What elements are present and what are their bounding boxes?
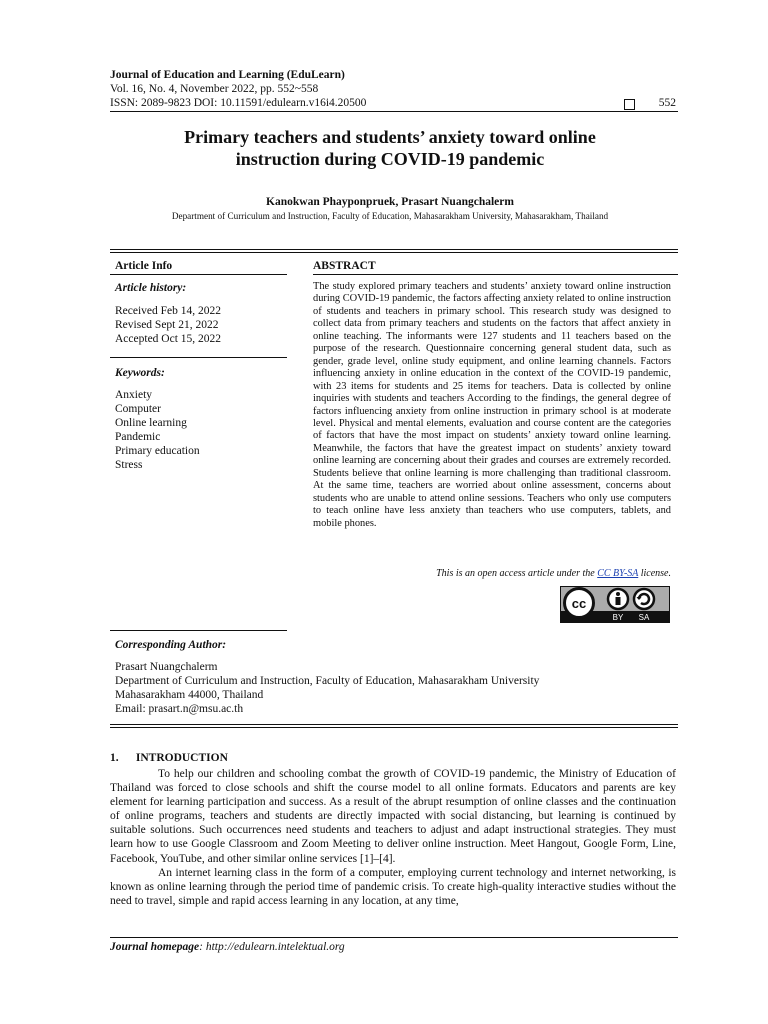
keywords-list xyxy=(115,388,200,472)
keyword: Anxiety xyxy=(115,389,153,401)
footer-label: Journal homepage xyxy=(110,941,200,953)
history-received: Received Feb 14, 2022 xyxy=(115,305,222,317)
history-accepted: Accepted Oct 15, 2022 xyxy=(115,333,222,345)
introduction-body xyxy=(110,767,676,908)
sa-text: SA xyxy=(638,613,650,622)
journal-name: Journal of Education and Learning (EduLearn) xyxy=(110,69,345,81)
paragraph: To help our children and schooling combat the growth of COVID-19 pandemic, the Ministry of Education of Thailand was forced to close schools and shift the course model to all online formats. Educators and parents are key element for learning participation and success. As a result of the abrupt resumption of online classes and the continuation of online programs, teachers and students are directly impacted with social distancing, but learning is continued by suitable solutions. Such occurrences need students and teachers to adjust and adapt instructional strategies. They must learn how to use Google Classroom and Zoom Meeting to deliver online instruction. Meet Hangout, Google Form, Line, Facebook, YouTube, and other similar online services [1]–[4]. xyxy=(110,768,676,865)
double-rule-2-top xyxy=(110,724,678,725)
keyword: Pandemic xyxy=(115,431,161,443)
double-rule-bottom xyxy=(110,252,678,253)
corresponding-rule xyxy=(110,630,287,631)
square-icon xyxy=(624,99,635,110)
corresponding-heading: Corresponding Author: xyxy=(115,639,227,651)
keywords-heading: Keywords: xyxy=(115,367,165,379)
journal-homepage xyxy=(110,941,345,953)
corresponding-dept: Department of Curriculum and Instruction, Faculty of Education, Mahasarakham University xyxy=(115,675,540,687)
corresponding-name: Prasart Nuangchalerm xyxy=(115,661,218,673)
corresponding-email: Email: prasart.n@msu.ac.th xyxy=(115,703,244,715)
double-rule-2-bottom xyxy=(110,727,678,728)
affiliation: Department of Curriculum and Instruction, Faculty of Education, Mahasarakham University, Mahasarakham, Thailand xyxy=(171,211,609,221)
article-history-heading: Article history: xyxy=(115,282,187,294)
cc-text: cc xyxy=(571,596,587,611)
corresponding-block xyxy=(115,660,539,716)
footer-url[interactable]: http://edulearn.intelektual.org xyxy=(205,941,345,953)
license-prefix: This is an open access article under the xyxy=(436,568,598,579)
paper-title xyxy=(100,126,680,170)
footer-separator: : xyxy=(199,941,206,953)
article-history xyxy=(115,304,221,346)
header-rule xyxy=(110,111,678,112)
paragraph: An internet learning class in the form of a computer, employing current technology and internet networking, is known as online learning through the period time of pandemic crisis. To create high-quality interactive studies without the need to travel, simple and rapid access learning in any location, at any time, xyxy=(110,866,676,907)
license-suffix: license. xyxy=(638,568,671,579)
authors: Kanokwan Phayponpruek, Prasart Nuangchalerm xyxy=(266,196,514,208)
license-link[interactable]: CC BY-SA xyxy=(597,568,639,579)
introduction-heading: 1. INTRODUCTION xyxy=(110,752,228,764)
history-rule xyxy=(110,357,287,358)
cc-by-sa-icon[interactable] xyxy=(560,586,670,623)
keyword: Online learning xyxy=(115,417,187,429)
issn-doi: ISSN: 2089-9823 DOI: 10.11591/edulearn.v16i4.20500 xyxy=(110,97,367,109)
footer-rule xyxy=(110,937,678,938)
title-line-2: instruction during COVID-19 pandemic xyxy=(235,149,545,169)
license-line xyxy=(313,568,671,579)
abstract-rule xyxy=(313,274,678,275)
corresponding-address: Mahasarakham 44000, Thailand xyxy=(115,689,264,701)
history-revised: Revised Sept 21, 2022 xyxy=(115,319,219,331)
abstract-text: The study explored primary teachers and students’ anxiety toward online instruction during COVID-19 pandemic, the factors affecting anxiety related to online instruction of students and teachers in primary school. This research study was designed to collect data from primary teachers and students on the factors that affect anxiety in online teaching. The informants were 127 students and 11 teachers based on the purpose of the research. Questionnaire concerning general student data, such as gender, grade level, online study equipment, and online learning channels. Factors influencing anxiety in online education in the context of the COVID-19 pandemic, with 23 items for students and 25 items for teachers. Data is collected by online inquiries with students and teachers According to the findings, the general degree of factors influencing anxiety from online instruction in primary school is at moderate level. Physical and mental elements, evaluation and course content are the categories of factors that have the most impact on students’ anxiety toward online learning. Meanwhile, the factors that have the greatest impact on students’ anxiety toward online learning are concerning about their grades and courses are extremely recorded. Students believe that online learning is more challenging than traditional classroom. At the same time, teachers are worried about online assessment, concerns about students who are unable to attend online sessions. Teachers who only use computers to teach online have less anxiety than teachers who use computers, tablets, and mobile phones. xyxy=(313,281,671,529)
abstract-heading: ABSTRACT xyxy=(313,260,376,272)
keyword: Stress xyxy=(115,459,143,471)
page-number: 552 xyxy=(658,97,676,109)
title-line-1: Primary teachers and students’ anxiety toward online xyxy=(184,127,596,147)
keyword: Primary education xyxy=(115,445,200,457)
double-rule-top xyxy=(110,249,678,250)
article-info-heading: Article Info xyxy=(115,260,173,272)
keyword: Computer xyxy=(115,403,161,415)
volume-info: Vol. 16, No. 4, November 2022, pp. 552~558 xyxy=(110,83,319,95)
by-text: BY xyxy=(612,613,624,622)
article-info-rule xyxy=(110,274,287,275)
